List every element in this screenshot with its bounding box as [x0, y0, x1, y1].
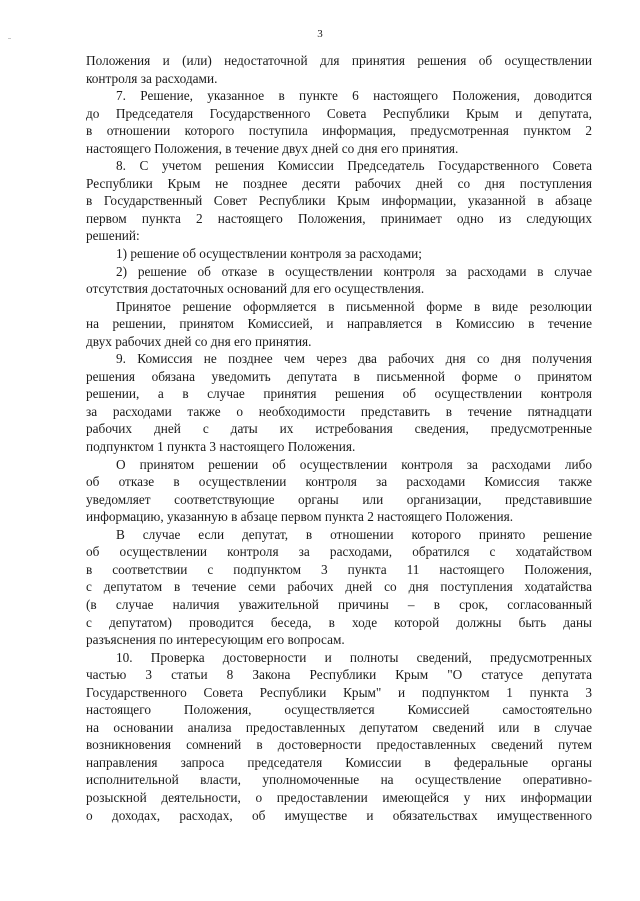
text-line: отсутствия достаточных оснований для его осуществления.: [86, 281, 425, 297]
text-line: настоящего Положения, осуществляется Комиссией самостоятельно: [86, 702, 592, 718]
text-line: за расходами также о необходимости представить в течение пятнадцати: [86, 403, 592, 419]
text-line: первом пункта 2 настоящего Положения, принимает одно из следующих: [86, 210, 592, 226]
text-line: 1) решение об осуществлении контроля за расходами;: [116, 246, 422, 262]
text-line: решений:: [86, 228, 140, 244]
text-line: О принятом решении об осуществлении контроля за расходами либо: [116, 456, 592, 472]
text-line: исполнительной власти, уполномоченные на осуществление оперативно-: [86, 772, 592, 788]
text-line: с депутатом) проводится беседа, в ходе которой должны быть даны: [86, 614, 592, 630]
text-line: с депутатом в течение семи рабочих дней со дня поступления ходатайства: [86, 579, 592, 595]
document-body: [86, 52, 592, 824]
text-line: до Председателя Государственного Совета Республики Крым и депутата,: [86, 105, 592, 121]
text-line: направления запроса председателя Комиссии в федеральные органы: [86, 754, 592, 770]
text-line: 9. Комиссия не позднее чем через два рабочих дня со дня получения: [116, 351, 592, 367]
text-line: 10. Проверка достоверности и полноты сведений, предусмотренных: [116, 649, 592, 665]
text-line: двух рабочих дней со дня его принятия.: [86, 333, 312, 349]
text-line: решении, а в случае принятия решения об осуществлении контроля: [86, 386, 592, 402]
text-line: разъяснения по интересующим его вопросам.: [86, 632, 345, 648]
text-line: 2) решение об отказе в осуществлении контроля за расходами в случае: [116, 263, 592, 279]
text-line: (в случае наличия уважительной причины – в срок, согласованный: [86, 596, 592, 612]
text-line: в отношении которого поступила информация, предусмотренная пунктом 2: [86, 123, 592, 139]
text-line: В случае если депутат, в отношении которого принято решение: [116, 526, 592, 542]
text-line: решения обязана уведомить депутата в письменной форме о принятом: [86, 368, 592, 384]
text-line: Принятое решение оформляется в письменной форме в виде резолюции: [116, 298, 592, 314]
page-number: 3: [317, 28, 323, 40]
text-line: информацию, указанную в абзаце первом пункта 2 настоящего Положения.: [86, 509, 514, 525]
text-line: уведомляет соответствующие органы или организации, представившие: [86, 491, 592, 507]
text-line: на основании анализа предоставленных депутатом сведений или в случае: [86, 719, 592, 735]
text-line: в Государственный Совет Республики Крым информации, указанной в абзаце: [86, 193, 592, 209]
text-line: 7. Решение, указанное в пункте 6 настоящего Положения, доводится: [116, 88, 592, 104]
text-line: Положения и (или) недостаточной для принятия решения об осуществлении: [86, 53, 592, 68]
text-line: о доходах, расходах, об имуществе и обязательствах имущественного: [86, 807, 592, 823]
text-line: Республики Крым не позднее десяти рабочих дней со дня поступления: [86, 175, 592, 191]
text-line: контроля за расходами.: [86, 70, 218, 86]
text-line: на решении, принятом Комиссией, и направляется в Комиссию в течение: [86, 316, 592, 332]
text-line: розыскной деятельности, о предоставлении имеющейся у них информации: [86, 789, 592, 805]
text-line: Государственного Совета Республики Крым" и подпунктом 1 пункта 3: [86, 684, 592, 700]
text-line: об осуществлении контроля за расходами, обратился с ходатайством: [86, 544, 592, 560]
text-line: об отказе в осуществлении контроля за расходами Комиссия также: [86, 474, 592, 490]
text-line: подпунктом 1 пункта 3 настоящего Положения.: [86, 439, 356, 455]
text-line: частью 3 статьи 8 Закона Республики Крым "О статусе депутата: [86, 667, 592, 683]
text-line: возникновения сомнений в достоверности предоставленных сведений путем: [86, 737, 592, 753]
text-line: 8. С учетом решения Комиссии Председатель Государственного Совета: [116, 158, 592, 174]
text-line: в соответствии с подпунктом 3 пункта 11 настоящего Положения,: [86, 561, 592, 577]
text-line: рабочих дней с даты их истребования сведения, предусмотренные: [86, 421, 592, 437]
text-line: настоящего Положения, в течение двух дней со дня его принятия.: [86, 140, 459, 156]
